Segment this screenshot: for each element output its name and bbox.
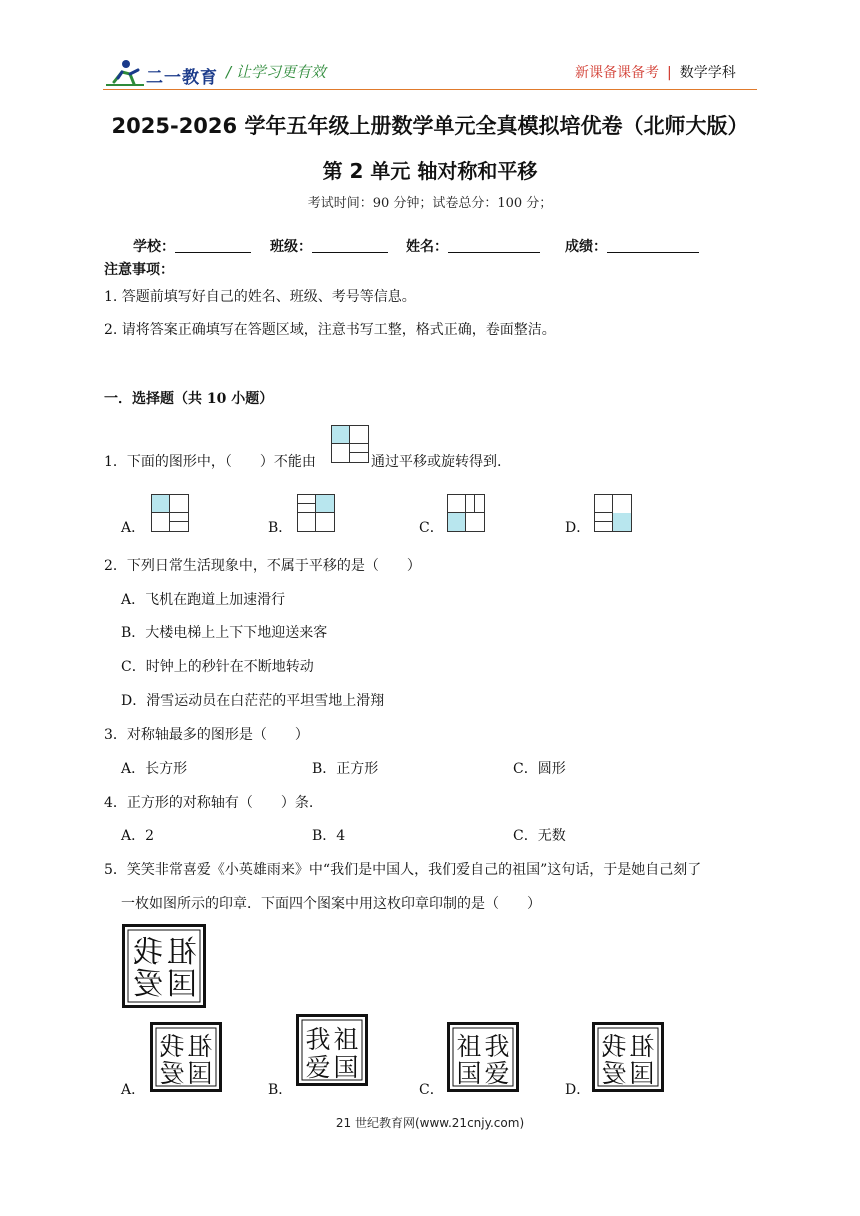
question-2-stem: 2．下列日常生活现象中，不属于平移的是（ ） [104, 558, 421, 574]
q4-option-b[interactable]: B．4 [312, 828, 346, 844]
q1-option-d-figure[interactable] [594, 494, 632, 532]
q3-option-b[interactable]: B．正方形 [312, 761, 379, 777]
slogan: / 让学习更有效 [226, 63, 326, 81]
q5-option-c-label[interactable]: C． [419, 1082, 444, 1098]
svg-text:国: 国 [333, 1053, 359, 1082]
svg-text:爱: 爱 [484, 1059, 510, 1088]
score-blank[interactable] [607, 238, 699, 253]
svg-text:国: 国 [456, 1059, 482, 1088]
svg-text:祖: 祖 [187, 1032, 213, 1061]
svg-text:爱: 爱 [601, 1059, 627, 1088]
svg-text:祖: 祖 [333, 1025, 359, 1054]
school-label: 学校： [133, 239, 175, 255]
name-field[interactable] [406, 236, 540, 256]
header-right [575, 62, 736, 82]
q1-option-b-label[interactable]: B． [268, 520, 293, 536]
school-field[interactable] [133, 236, 251, 256]
svg-text:祖: 祖 [456, 1032, 482, 1061]
question-1-stem-b: 通过平移或旋转得到. [371, 454, 502, 470]
school-blank[interactable] [175, 238, 251, 253]
question-4-stem: 4．正方形的对称轴有（ ）条. [104, 795, 314, 811]
score-field[interactable] [565, 236, 699, 256]
svg-text:国: 国 [187, 1059, 213, 1088]
exam-info: 考试时间：90 分钟；试卷总分：100 分； [307, 196, 553, 211]
question-5-stem-line1: 5．笑笑非常喜爱《小英雄雨来》中“我们是中国人，我们爱自己的祖国”这句话，于是她自己刻了 [104, 862, 702, 878]
class-label: 班级： [270, 239, 312, 255]
q4-option-a[interactable]: A．2 [121, 828, 155, 844]
q5-option-b-label[interactable]: B． [268, 1082, 293, 1098]
question-3-stem: 3．对称轴最多的图形是（ ） [104, 727, 309, 743]
name-blank[interactable] [448, 238, 540, 253]
class-blank[interactable] [312, 238, 388, 253]
reference-figure [331, 425, 369, 463]
svg-text:我: 我 [159, 1032, 185, 1061]
svg-text:我: 我 [305, 1025, 331, 1054]
question-5-stem-line2: 一枚如图所示的印章．下面四个图案中用这枚印章印制的是（ ） [121, 896, 541, 912]
svg-text:我: 我 [601, 1032, 627, 1061]
q1-option-b-figure[interactable] [297, 494, 335, 532]
q2-option-c[interactable]: C．时钟上的秒针在不断地转动 [121, 659, 314, 675]
q3-option-c[interactable]: C．圆形 [513, 761, 566, 777]
q5-option-a-label[interactable]: A． [121, 1082, 146, 1098]
q1-option-c-label[interactable]: C． [419, 520, 444, 536]
svg-text:祖: 祖 [629, 1032, 655, 1061]
svg-text:我: 我 [484, 1032, 510, 1061]
class-field[interactable] [270, 236, 388, 256]
header-course-label: 新课备课备考 [575, 65, 659, 81]
logo-text: 二一教育 [146, 68, 218, 88]
question-1-stem-a: 1．下面的图形中，（ ）不能由 [104, 454, 316, 470]
svg-text:爱: 爱 [305, 1053, 331, 1082]
q5-option-d-stamp[interactable] [592, 1022, 664, 1092]
svg-text:爱: 爱 [159, 1059, 185, 1088]
header-subject: 数学学科 [679, 65, 736, 81]
q1-option-d-label[interactable]: D． [565, 520, 591, 536]
header-separator: | [667, 65, 672, 81]
q1-option-a-figure[interactable] [151, 494, 189, 532]
q2-option-b[interactable]: B．大楼电梯上上下下地迎送来客 [121, 625, 328, 641]
header-divider [103, 89, 757, 90]
q1-option-c-figure[interactable] [447, 494, 485, 532]
unit-title: 第 2 单元 轴对称和平移 [322, 159, 538, 183]
svg-text:国: 国 [629, 1059, 655, 1088]
page-title: 2025-2026 学年五年级上册数学单元全真模拟培优卷（北师大版） [111, 114, 749, 138]
q4-option-c[interactable]: C．无数 [513, 828, 566, 844]
q5-option-d-label[interactable]: D． [565, 1082, 591, 1098]
q1-option-a-label[interactable]: A． [121, 520, 146, 536]
q5-option-b-stamp[interactable] [296, 1014, 368, 1086]
section-heading: 一．选择题（共 10 小题） [104, 391, 274, 407]
svg-text:祖我国爱: 祖我国爱 [133, 935, 197, 1002]
seal-stamp-main [122, 924, 206, 1008]
q3-option-a[interactable]: A．长方形 [121, 761, 188, 777]
note-item: 2. 请将答案正确填写在答题区域，注意书写工整，格式正确，卷面整洁。 [104, 322, 556, 338]
note-item: 1. 答题前填写好自己的姓名、班级、考号等信息。 [104, 289, 416, 305]
q2-option-a[interactable]: A．飞机在跑道上加速滑行 [121, 592, 286, 608]
q2-option-d[interactable]: D．滑雪运动员在白茫茫的平坦雪地上滑翔 [121, 693, 385, 709]
q5-option-a-stamp[interactable] [150, 1022, 222, 1092]
q5-option-c-stamp[interactable] [447, 1022, 519, 1092]
footer: 21 世纪教育网(www.21cnjy.com) [335, 1116, 525, 1130]
name-label: 姓名： [406, 239, 448, 255]
notes-heading: 注意事项： [104, 262, 174, 278]
runner-logo-icon [104, 58, 148, 88]
score-label: 成绩： [565, 239, 607, 255]
